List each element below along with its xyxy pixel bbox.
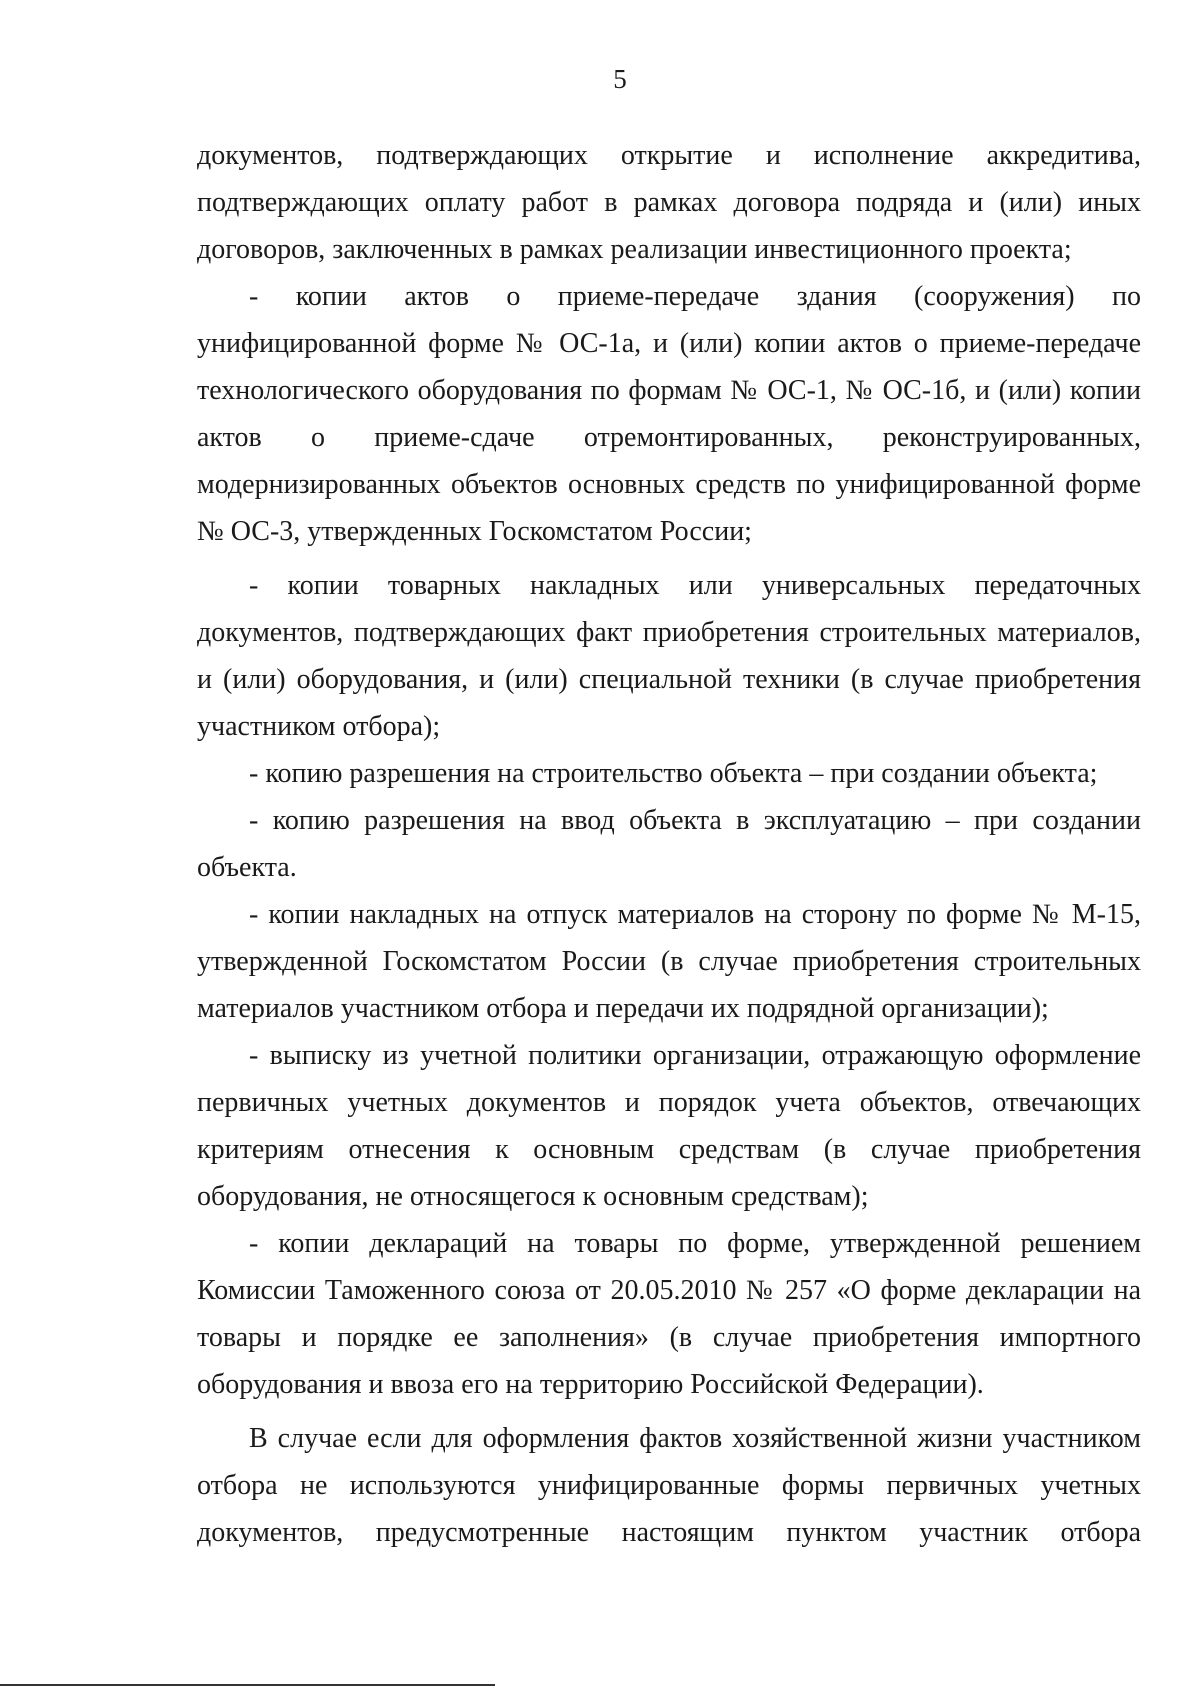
paragraph-accreditive-documents: документов, подтверждающих открытие и исполнение аккредитива, подтверждающих оплату работ в рамках договора подряда и (или) иных договоров, заключенных в рамках реализации инвестиционного проекта;: [197, 140, 1141, 265]
paragraph-acceptance-acts: - копии актов о приеме-передаче здания (сооружения) по унифицированной форме № ОС-1а, и (или) копии актов о приеме-передаче технологического оборудования по формам № ОС-1, № ОС-1б, и (или) копии актов о приеме-сдаче отремонтированных, реконструированных, модернизированных объектов основных средств по унифицированной форме № ОС-3, утвержденных Госкомстатом России;: [197, 281, 1141, 547]
paragraph-commissioning-permit: - копию разрешения на ввод объекта в эксплуатацию – при создании объекта.: [197, 805, 1141, 883]
page-number: 5: [613, 64, 627, 94]
document-body: [197, 132, 1141, 1556]
paragraph-construction-permit: - копию разрешения на строительство объекта – при создании объекта;: [249, 758, 1098, 789]
paragraph-customs-declarations: - копии деклараций на товары по форме, утвержденной решением Комиссии Таможенного союза от 20.05.2010 № 257 «О форме декларации на товары и порядке ее заполнения» (в случае приобретения импортного оборудования и ввоза его на территорию Российской Федерации).: [197, 1228, 1141, 1400]
bottom-scan-rule: [0, 1684, 495, 1686]
paragraph-accounting-policy: - выписку из учетной политики организации, отражающую оформление первичных учетных документов и порядок учета объектов, отвечающих критериям отнесения к основным средствам (в случае приобретения оборудования, не относящегося к основным средствам);: [197, 1040, 1141, 1212]
paragraph-m15-waybills: - копии накладных на отпуск материалов на сторону по форме № М-15, утвержденной Госкомстатом России (в случае приобретения строительных материалов участником отбора и передачи их подрядной организации);: [197, 899, 1141, 1024]
paragraph-non-unified-forms: В случае если для оформления фактов хозяйственной жизни участником отбора не используются унифицированные формы первичных учетных документов, предусмотренные настоящим пунктом участник отбора: [197, 1423, 1141, 1548]
paragraph-waybills: - копии товарных накладных или универсальных передаточных документов, подтверждающих факт приобретения строительных материалов, и (или) оборудования, и (или) специальной техники (в случае приобретения участником отбора);: [197, 570, 1141, 742]
